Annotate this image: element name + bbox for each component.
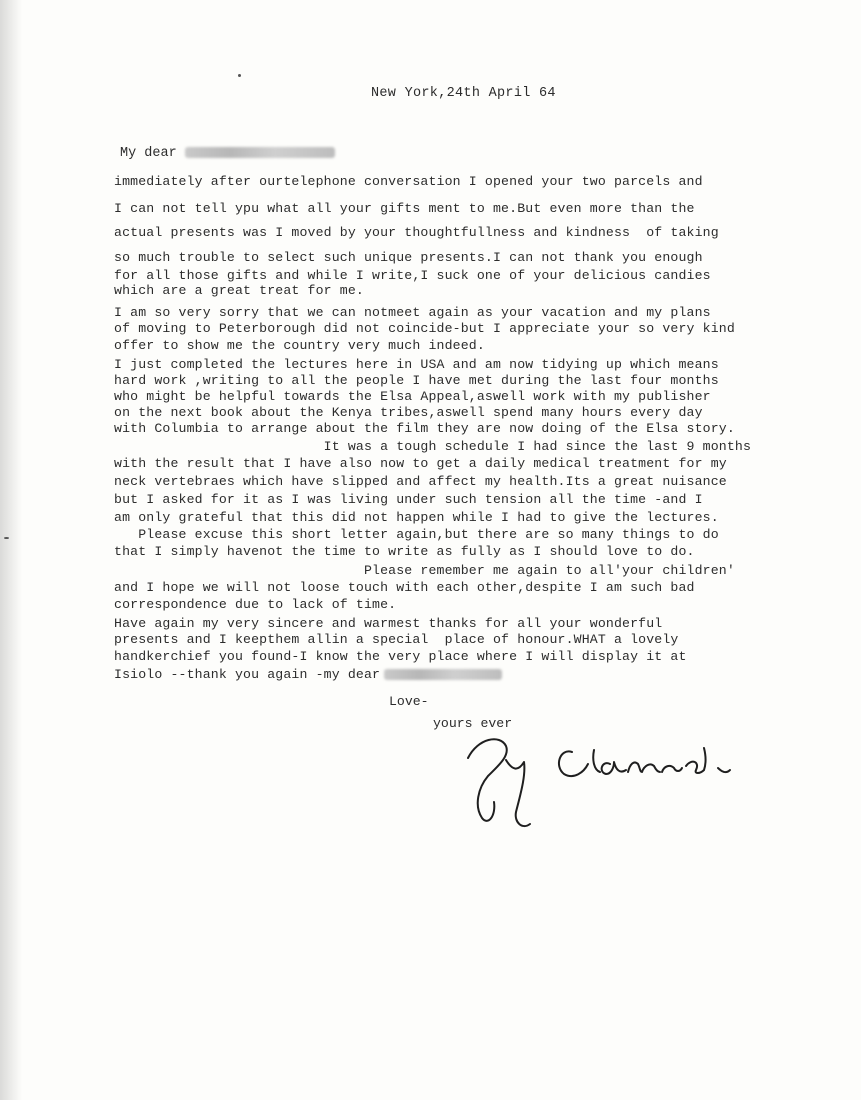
letter-body-line-text: for all those gifts and while I write,I suck one of your delicious candies: [114, 268, 711, 283]
letter-body-line: [114, 268, 711, 283]
letter-body-line: [114, 338, 485, 353]
letter-body-line: [114, 389, 711, 404]
letter-body-line: [114, 357, 719, 372]
letter-body-line: [114, 174, 703, 189]
letter-body-line-text: and I hope we will not loose touch with each other,despite I am such bad: [114, 580, 695, 595]
stray-ink-mark: [238, 74, 241, 77]
letter-body-line: [114, 405, 703, 420]
letter-body-line-text: with Columbia to arrange about the film they are now doing of the Elsa story.: [114, 421, 735, 436]
letter-body-line-text: am only grateful that this did not happen while I had to give the lectures.: [114, 510, 719, 525]
letter-body-line: [114, 510, 719, 525]
letter-dateline: New York,24th April 64: [371, 86, 556, 101]
letter-body-line-text: actual presents was I moved by your thoughtfullness and kindness of taking: [114, 225, 719, 240]
letter-body-line-text: It was a tough schedule I had since the last 9 months: [114, 439, 752, 454]
letter-body-line: [114, 580, 695, 595]
letter-body-line: [114, 250, 703, 265]
letter-body-line-text: of moving to Peterborough did not coincide-but I appreciate your so very kind: [114, 321, 735, 336]
letter-body-line: [114, 544, 695, 559]
letter-body-line-text: handkerchief you found-I know the very place where I will display it at: [114, 649, 687, 664]
letter-body-line-text: Please remember me again to all'your children': [114, 563, 735, 578]
letter-body-line-text: Have again my very sincere and warmest thanks for all your wonderful: [114, 616, 663, 631]
letter-body-line: [114, 421, 735, 436]
letter-body-line: [114, 305, 711, 320]
letter-body-line: [114, 649, 687, 664]
letter-body-line-text: which are a great treat for me.: [114, 283, 364, 298]
scan-edge-shadow: [0, 0, 22, 1100]
letter-body-line: [114, 632, 678, 647]
letter-body-line: [114, 201, 695, 216]
letter-body-line: [114, 456, 727, 471]
letter-body-line: [114, 225, 719, 240]
letter-body-line: [114, 474, 727, 489]
letter-body-line: [114, 616, 662, 631]
letter-body-line: [114, 321, 735, 336]
redacted-name: [384, 669, 502, 680]
letter-body-line-text: that I simply havenot the time to write as fully as I should love to do.: [114, 544, 695, 559]
letter-body-line-text: Isiolo --thank you again -my dear: [114, 667, 381, 682]
letter-body-line-text: Please excuse this short letter again,but there are so many things to do: [114, 527, 719, 542]
letter-body-line-text: I am so very sorry that we can notmeet again as your vacation and my plans: [114, 305, 711, 320]
letter-body-line: [114, 492, 703, 507]
letter-body-line: [114, 373, 719, 388]
letter-body-line-text: with the result that I have also now to get a daily medical treatment for my: [114, 456, 727, 471]
letter-body-line-text: presents and I keepthem allin a special place of honour.WHAT a lovely: [114, 632, 679, 647]
letter-body-line-text: on the next book about the Kenya tribes,aswell spend many hours every day: [114, 405, 703, 420]
handwritten-signature: [460, 726, 800, 836]
letter-body-line-text: I can not tell ypu what all your gifts ment to me.But even more than the: [114, 201, 695, 216]
letter-body-line-text: correspondence due to lack of time.: [114, 597, 397, 612]
letter-body-line-text: but I asked for it as I was living under such tension all the time -and I: [114, 492, 703, 507]
letter-body-line-text: neck vertebraes which have slipped and affect my health.Its a great nuisance: [114, 474, 727, 489]
stray-ink-mark: [4, 537, 9, 539]
redacted-name: [185, 147, 335, 158]
letter-body-line: [114, 667, 502, 682]
letter-salutation: [120, 146, 335, 161]
letter-body-line: [114, 563, 735, 578]
letter-body-line-text: hard work ,writing to all the people I have met during the last four months: [114, 373, 719, 388]
letter-body-line: [114, 439, 751, 454]
letter-body-line-text: offer to show me the country very much indeed.: [114, 338, 485, 353]
letter-body-line: [114, 283, 364, 298]
salutation-text: My dear: [120, 146, 177, 161]
letter-body-line-text: I just completed the lectures here in USA and am now tidying up which means: [114, 357, 719, 372]
letter-body-line: [114, 597, 396, 612]
letter-body-line-text: so much trouble to select such unique presents.I can not thank you enough: [114, 250, 703, 265]
letter-closing: Love-: [389, 694, 429, 709]
letter-body-line-text: immediately after ourtelephone conversation I opened your two parcels and: [114, 174, 703, 189]
letter-body-line: [114, 527, 719, 542]
letter-body-line-text: who might be helpful towards the Elsa Appeal,aswell work with my publisher: [114, 389, 711, 404]
letter-signoff: yours ever: [433, 716, 513, 731]
